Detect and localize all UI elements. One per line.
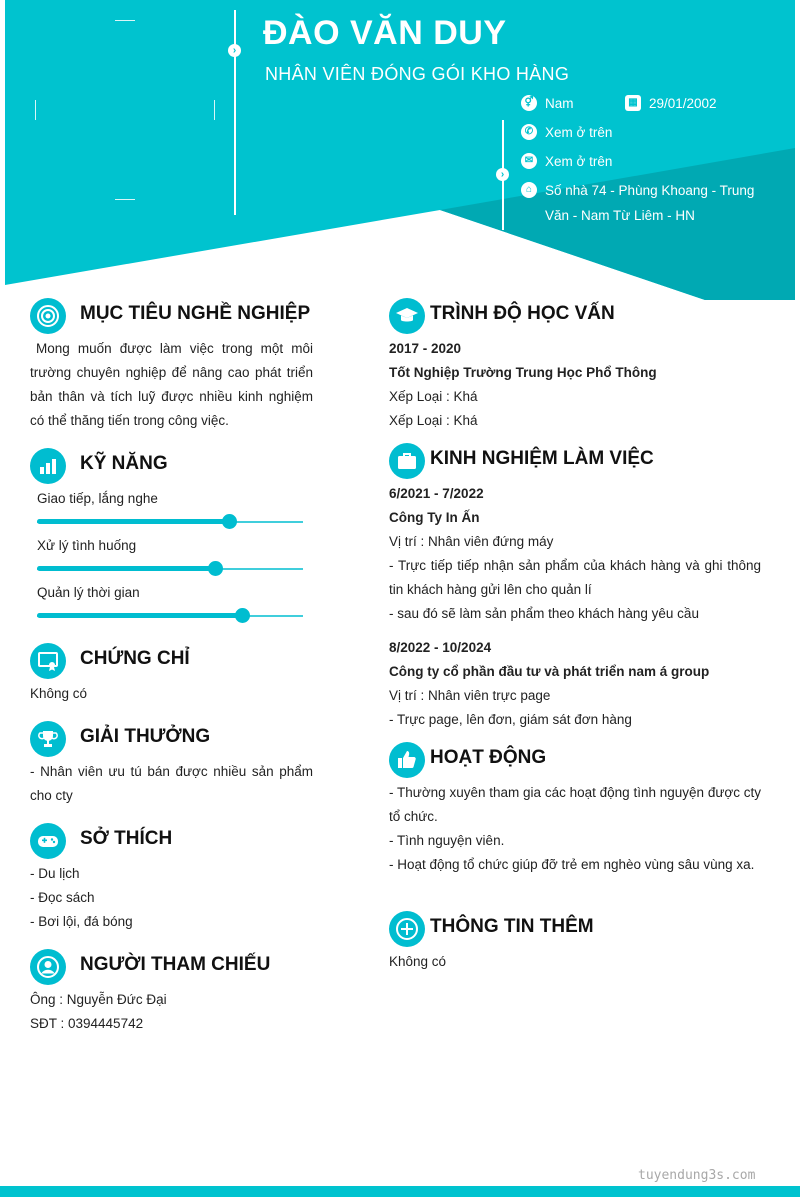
section-title: SỞ THÍCH xyxy=(80,828,173,849)
hobbies-list xyxy=(30,862,313,934)
references-section xyxy=(30,949,313,1036)
certificates-text: Không có xyxy=(30,686,88,701)
candidate-position: NHÂN VIÊN ĐÓNG GÓI KHO HÀNG xyxy=(265,64,570,84)
bar-chart-icon xyxy=(30,448,66,484)
skill-label: Xử lý tình huống xyxy=(37,538,137,553)
cv-header xyxy=(0,0,800,300)
education-school: Tốt Nghiệp Trường Trung Học Phổ Thông xyxy=(389,365,657,380)
activities-section xyxy=(389,742,761,877)
skill-level-bar xyxy=(37,566,215,571)
gender-icon: ⚥ xyxy=(521,95,537,111)
references-list xyxy=(30,988,313,1036)
more-info-text: Không có xyxy=(389,954,447,969)
skill-level-knob xyxy=(222,514,237,529)
skill-item xyxy=(30,538,313,585)
list-item: - Bơi lội, đá bóng xyxy=(30,914,133,929)
list-item: - Hoạt động tổ chức giúp đỡ trẻ em nghèo vùng sâu vùng xa. xyxy=(389,857,755,872)
skill-level-bar xyxy=(37,613,242,618)
section-title: NGƯỜI THAM CHIẾU xyxy=(80,954,271,975)
gamepad-icon xyxy=(30,823,66,859)
activities-list xyxy=(389,781,761,877)
list-item: - Tình nguyện viên. xyxy=(389,833,505,848)
section-title: HOẠT ĐỘNG xyxy=(430,747,547,768)
address-line-1: Số nhà 74 - Phùng Khoang - Trung xyxy=(545,183,755,198)
skill-label: Quản lý thời gian xyxy=(37,585,140,600)
objective-text: Mong muốn được làm việc trong một môi trường chuyên nghiệp để nâng cao phát triển bản thân và tích luỹ được nhiều kinh nghiệm có thể thăng tiến trong công việc. xyxy=(30,341,313,428)
section-title: TRÌNH ĐỘ HỌC VẤN xyxy=(430,303,615,324)
address-item xyxy=(521,178,781,230)
section-title: CHỨNG CHỈ xyxy=(80,648,190,669)
email-value: Xem ở trên xyxy=(545,154,613,169)
photo-placeholder xyxy=(35,20,215,200)
list-item: - Thường xuyên tham gia các hoạt động tình nguyện được cty tổ chức. xyxy=(389,785,761,824)
education-content xyxy=(389,337,761,433)
awards-section xyxy=(30,721,313,808)
section-title: THÔNG TIN THÊM xyxy=(430,916,594,937)
job-description: - Trực tiếp tiếp nhận sản phẩm của khách hàng và ghi thông tin khách hàng gửi lên cho quản lí xyxy=(389,558,761,597)
skills-section xyxy=(30,448,313,632)
job-description: - sau đó sẽ làm sản phẩm theo khách hàng yêu cầu xyxy=(389,606,699,621)
gender-value: Nam xyxy=(545,96,574,111)
list-item: - Du lịch xyxy=(30,866,80,881)
job-description: - Trực page, lên đơn, giám sát đơn hàng xyxy=(389,712,632,727)
skill-item xyxy=(30,491,313,538)
phone-icon: ✆ xyxy=(521,124,537,140)
skill-level-bar xyxy=(37,519,229,524)
section-title: KINH NGHIỆM LÀM VIỆC xyxy=(430,448,654,469)
list-item: Ông : Nguyễn Đức Đại xyxy=(30,992,167,1007)
graduation-cap-icon xyxy=(389,298,425,334)
birthday-value: 29/01/2002 xyxy=(649,96,717,111)
education-line: Xếp Loại : Khá xyxy=(389,389,478,404)
email-item xyxy=(521,149,671,174)
job-role: Vị trí : Nhân viên trực page xyxy=(389,688,551,703)
home-icon: ⌂ xyxy=(521,182,537,198)
job-entry xyxy=(389,482,761,626)
skills-list xyxy=(30,491,313,632)
skill-level-knob xyxy=(208,561,223,576)
experience-section xyxy=(389,443,761,732)
certificate-icon xyxy=(30,643,66,679)
certificates-section xyxy=(30,643,313,706)
education-line: Xếp Loại : Khá xyxy=(389,413,478,428)
chevron-right-icon: › xyxy=(228,44,241,57)
address-line-2: Văn - Nam Từ Liêm - HN xyxy=(545,208,695,223)
skill-level-knob xyxy=(235,608,250,623)
list-item: - Đọc sách xyxy=(30,890,95,905)
hobbies-section xyxy=(30,823,313,934)
job-period: 6/2021 - 7/2022 xyxy=(389,486,484,501)
watermark: tuyendung3s.com xyxy=(638,1168,756,1183)
footer-bar xyxy=(0,1186,800,1197)
education-section xyxy=(389,298,761,433)
target-icon xyxy=(30,298,66,334)
job-company: Công Ty In Ấn xyxy=(389,510,480,525)
phone-value: Xem ở trên xyxy=(545,125,613,140)
trophy-icon xyxy=(30,721,66,757)
birthday-item xyxy=(625,91,775,116)
skill-label: Giao tiếp, lắng nghe xyxy=(37,491,158,506)
user-icon xyxy=(30,949,66,985)
job-entry xyxy=(389,636,761,732)
education-period: 2017 - 2020 xyxy=(389,341,462,356)
candidate-name: ĐÀO VĂN DUY xyxy=(263,14,507,52)
job-company: Công ty cổ phần đầu tư và phát triển nam á group xyxy=(389,664,710,679)
email-icon: ✉ xyxy=(521,153,537,169)
thumbs-up-icon xyxy=(389,742,425,778)
calendar-icon: ▦ xyxy=(625,95,641,111)
awards-text: - Nhân viên ưu tú bán được nhiều sản phẩm cho cty xyxy=(30,764,313,803)
list-item: SĐT : 0394445742 xyxy=(30,1016,144,1031)
header-divider-line xyxy=(234,10,236,215)
skill-item xyxy=(30,585,313,632)
section-title: MỤC TIÊU NGHỀ NGHIỆP xyxy=(80,303,311,324)
gender-item xyxy=(521,91,621,116)
job-period: 8/2022 - 10/2024 xyxy=(389,640,492,655)
phone-item xyxy=(521,120,671,145)
section-title: GIẢI THƯỞNG xyxy=(80,726,211,747)
plus-circle-icon xyxy=(389,911,425,947)
chevron-right-icon: › xyxy=(496,168,509,181)
job-role: Vị trí : Nhân viên đứng máy xyxy=(389,534,554,549)
objective-section xyxy=(30,298,313,433)
section-title: KỸ NĂNG xyxy=(80,453,168,474)
more-info-section xyxy=(389,911,761,974)
briefcase-icon xyxy=(389,443,425,479)
